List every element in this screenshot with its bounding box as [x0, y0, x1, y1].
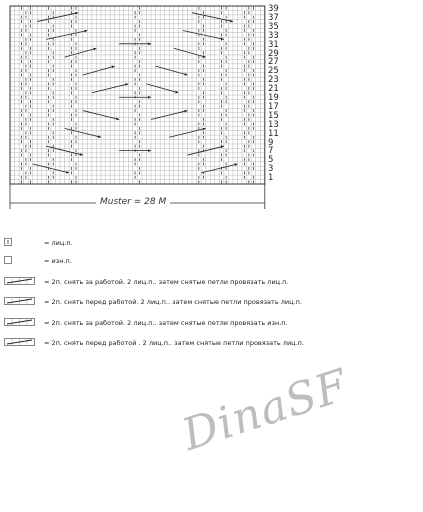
row-number: 7 [268, 146, 274, 157]
cable-back-purl-symbol [4, 318, 36, 327]
cable-arrowhead [148, 42, 151, 45]
cable-arrow [156, 66, 188, 75]
row-number: 5 [268, 155, 274, 166]
row-number: 21 [268, 84, 279, 95]
knit-symbol [4, 238, 13, 247]
legend-row [0, 318, 423, 330]
legend-text: = 2п. снять за работой. 2 лиц.п.. затем снятые петли провязать изн.п. [44, 319, 288, 327]
watermark: DinaSF [176, 359, 355, 461]
row-number: 25 [268, 66, 279, 77]
row-number: 37 [268, 12, 279, 23]
row-number: 15 [268, 110, 279, 121]
row-number: 31 [268, 39, 279, 50]
legend-text: = 2п. снять перед работой. 2 лиц.п.. затем снятые петли провязать лиц.п. [44, 298, 302, 306]
cable-arrowhead [148, 96, 151, 99]
row-number: 27 [268, 57, 279, 68]
legend-row [0, 238, 423, 250]
cable-arrowhead [84, 30, 87, 33]
cable-arrowhead [148, 149, 151, 152]
cable-front-purl-symbol [4, 338, 36, 347]
cable-arrow [147, 84, 179, 93]
cable-arrow [192, 13, 233, 22]
cable-arrowhead [221, 37, 224, 40]
cable-front-knit-symbol [4, 297, 36, 306]
row-number: 17 [268, 101, 279, 112]
row-number: 39 [268, 4, 279, 14]
row-number: 33 [268, 30, 279, 41]
cable-arrow [65, 48, 97, 57]
chart-grid [0, 0, 423, 215]
row-number: 3 [268, 164, 274, 175]
cable-arrow [174, 48, 206, 57]
row-number: 11 [268, 128, 279, 139]
repeat-label: Muster = 28 M [100, 197, 167, 207]
row-number: 19 [268, 93, 279, 103]
cable-arrow [46, 30, 87, 39]
legend-text: = лиц.п. [44, 239, 73, 247]
cable-back-knit-symbol [4, 277, 36, 286]
legend-row [0, 256, 423, 268]
row-number: 1 [268, 173, 274, 184]
cable-arrow [83, 66, 115, 75]
cable-arrowhead [230, 20, 233, 23]
cable-arrowhead [75, 12, 78, 15]
row-number: 29 [268, 48, 279, 59]
row-number: 23 [268, 75, 279, 86]
legend-row [0, 297, 423, 309]
row-number: 9 [268, 137, 274, 148]
legend-text: = 2п. снять за работой. 2 лиц.п.. затем снятые петли провязать лиц.п. [44, 278, 289, 286]
cable-arrow [37, 13, 78, 22]
legend-row [0, 338, 423, 350]
legend-text: = изн.п. [44, 257, 72, 265]
legend-text: = 2п. снять перед работой . 2 лиц.п.. затем снятые петли провязать лиц.п. [44, 339, 304, 347]
legend-row [0, 277, 423, 289]
purl-symbol [4, 256, 13, 265]
knitting-chart [0, 0, 423, 215]
row-number: 35 [268, 21, 279, 32]
row-number: 13 [268, 119, 279, 130]
